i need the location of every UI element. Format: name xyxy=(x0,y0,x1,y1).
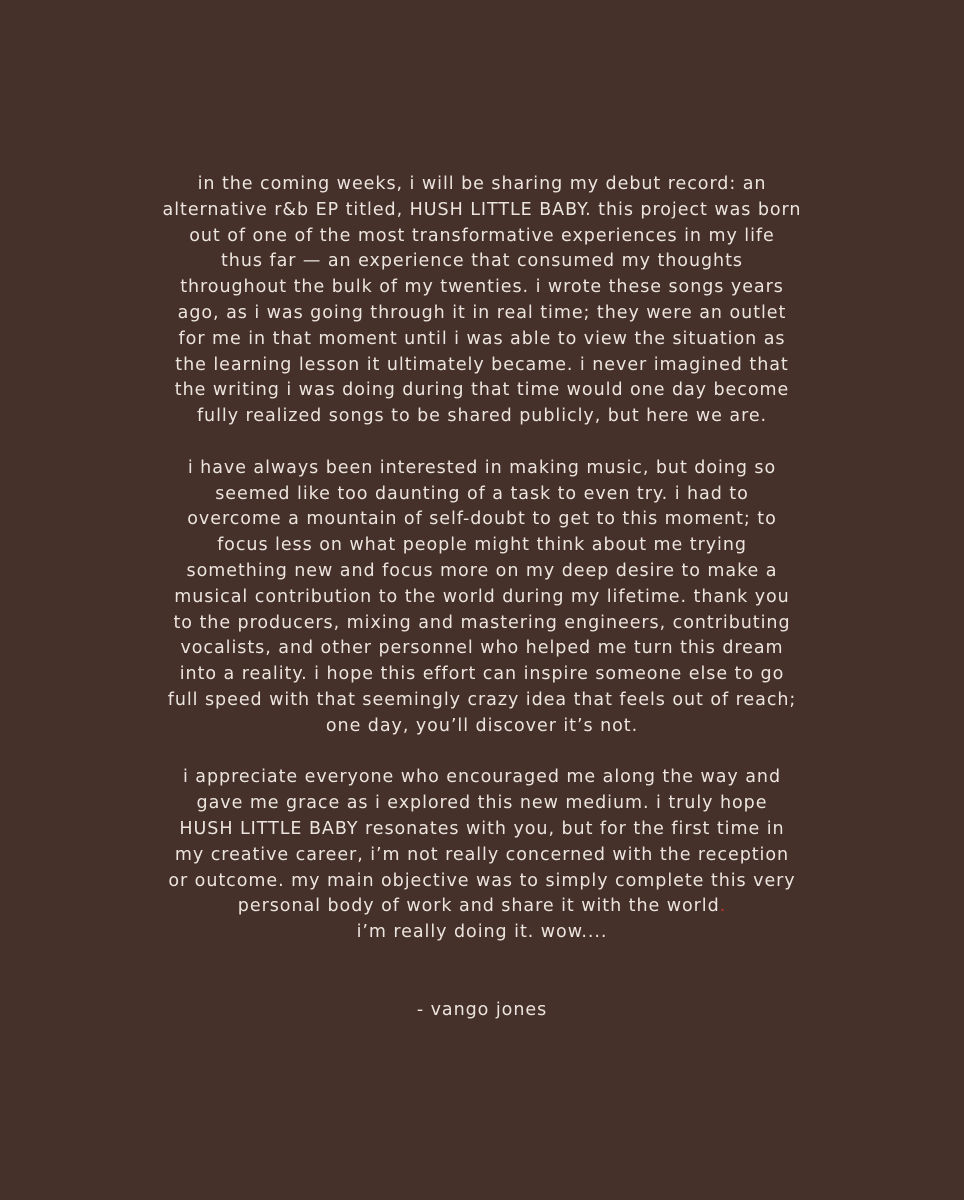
paragraph-1 xyxy=(60,172,904,430)
text-line: the writing i was doing during that time would one day become xyxy=(174,380,790,401)
text-line-body: personal body of work and share it with the world xyxy=(237,896,720,917)
text-line: HUSH LITTLE BABY resonates with you, but for the first time in xyxy=(179,818,785,839)
text-line: overcome a mountain of self-doubt to get to this moment; to xyxy=(187,509,777,530)
text-line: gave me grace as i explored this new medium. i truly hope xyxy=(196,793,768,814)
paragraph-spacer xyxy=(60,740,904,766)
text-line: vocalists, and other personnel who helped me turn this dream xyxy=(180,638,784,659)
text-line: for me in that moment until i was able to view the situation as xyxy=(178,328,786,349)
letter-body xyxy=(60,172,904,1023)
text-line: throughout the bulk of my twenties. i wrote these songs years xyxy=(180,277,784,298)
paragraph-3 xyxy=(60,765,904,946)
text-line: i have always been interested in making music, but doing so xyxy=(187,457,777,478)
closing-line: i’m really doing it. wow.... xyxy=(356,922,608,943)
text-line: out of one of the most transformative experiences in my life xyxy=(189,225,775,246)
text-line: i appreciate everyone who encouraged me along the way and xyxy=(182,767,782,788)
text-line: in the coming weeks, i will be sharing my debut record: an xyxy=(197,174,767,194)
text-line: full speed with that seemingly crazy idea that feels out of reach; xyxy=(167,689,797,710)
signature: - vango jones xyxy=(416,999,548,1020)
paragraph-2 xyxy=(60,456,904,740)
text-line: the learning lesson it ultimately became. i never imagined that xyxy=(175,354,789,375)
text-line: into a reality. i hope this effort can inspire someone else to go xyxy=(179,664,785,685)
text-line: one day, you’ll discover it’s not. xyxy=(325,715,639,736)
text-line xyxy=(60,894,904,920)
text-line: or outcome. my main objective was to simply complete this very xyxy=(168,870,796,891)
paragraph-spacer xyxy=(60,430,904,456)
text-line: ago, as i was going through it in real time; they were an outlet xyxy=(177,302,787,323)
accent-period: . xyxy=(719,896,727,917)
text-line: fully realized songs to be shared publicly, but here we are. xyxy=(196,406,768,427)
text-line: my creative career, i’m not really concerned with the reception xyxy=(174,844,790,865)
text-line: focus less on what people might think about me trying xyxy=(217,535,747,556)
text-line: something new and focus more on my deep desire to make a xyxy=(186,560,778,581)
signature-spacer xyxy=(60,946,904,998)
text-line: alternative r&b EP titled, HUSH LITTLE BABY. this project was born xyxy=(162,199,802,220)
text-line: thus far — an experience that consumed my thoughts xyxy=(221,251,743,272)
text-line: seemed like too daunting of a task to even try. i had to xyxy=(215,483,749,504)
text-line: musical contribution to the world during my lifetime. thank you xyxy=(174,586,790,607)
text-line: to the producers, mixing and mastering engineers, contributing xyxy=(173,612,791,633)
